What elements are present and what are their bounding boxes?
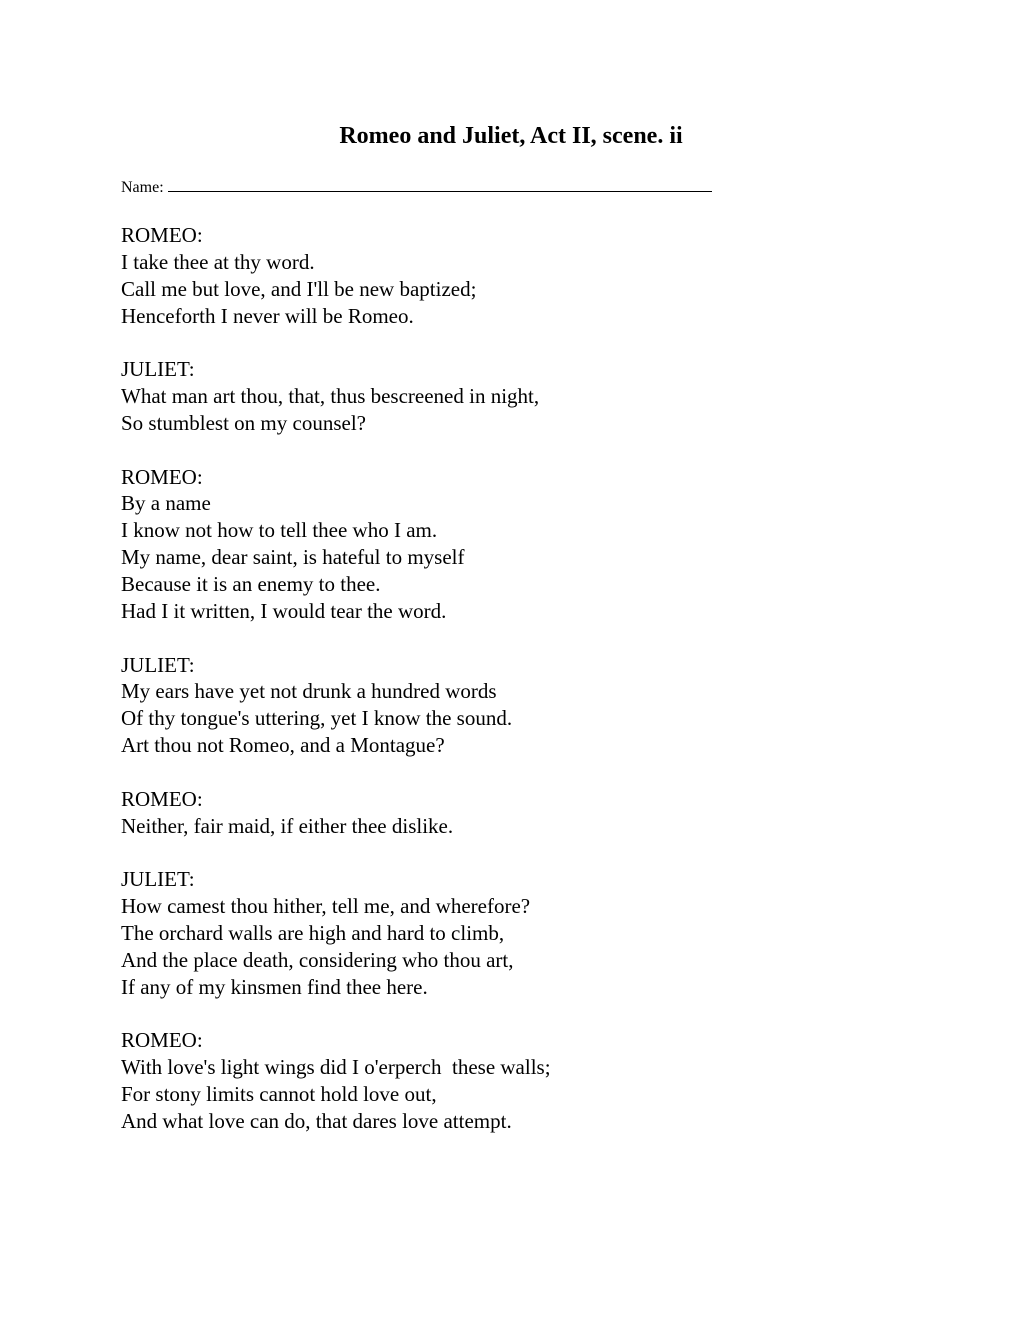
name-field (121, 176, 712, 198)
speaker-name: ROMEO: (121, 464, 203, 489)
name-blank-line (168, 176, 712, 192)
dialogue-line: Henceforth I never will be Romeo. (121, 303, 414, 328)
dialogue-line: For stony limits cannot hold love out, (121, 1082, 437, 1106)
speaker-name: ROMEO: (121, 786, 203, 811)
dialogue-line: And what love can do, that dares love attempt. (121, 1108, 512, 1133)
dialogue-line: My ears have yet not drunk a hundred words (121, 679, 497, 704)
dialogue-line: My name, dear saint, is hateful to myself (121, 545, 465, 570)
speech-block (121, 356, 941, 437)
name-label: Name: (121, 179, 164, 196)
page-title: Romeo and Juliet, Act II, scene. ii (339, 123, 683, 149)
speaker-name: JULIET: (121, 867, 195, 892)
dialogue-line: Neither, fair maid, if either thee dislike. (121, 813, 454, 838)
speaker-name: JULIET: (121, 652, 195, 677)
dialogue-line: By a name (121, 491, 211, 516)
dialogue-line: Call me but love, and I'll be new baptized; (121, 276, 477, 301)
dialogue-line: So stumblest on my counsel? (121, 410, 366, 435)
speech-block (121, 1027, 941, 1134)
dialogue-line: What man art thou, that, thus bescreened in night, (121, 384, 540, 409)
dialogue-line: If any of my kinsmen find thee here. (121, 974, 428, 999)
speaker-name: ROMEO: (121, 1028, 203, 1053)
dialogue-line: Because it is an enemy to thee. (121, 571, 381, 596)
speaker-name: JULIET: (121, 357, 195, 382)
dialogue-line: With love's light wings did I o'erperch these walls; (121, 1055, 551, 1080)
speech-block (121, 786, 941, 840)
dialogue-line: Of thy tongue's uttering, yet I know the sound. (121, 706, 513, 731)
dialogue-line: I know not how to tell thee who I am. (121, 518, 438, 543)
dialogue-line: Had I it written, I would tear the word. (121, 598, 447, 623)
dialogue-line: And the place death, considering who thou art, (121, 947, 514, 972)
dialogue-line: Art thou not Romeo, and a Montague? (121, 733, 445, 758)
speech-block (121, 652, 941, 759)
dialogue (121, 222, 941, 1162)
speech-block (121, 464, 941, 625)
dialogue-line: How camest thou hither, tell me, and wherefore? (121, 894, 531, 919)
dialogue-line: The orchard walls are high and hard to climb, (121, 920, 505, 945)
speaker-name: ROMEO: (121, 223, 203, 247)
speech-block (121, 222, 941, 329)
speech-block (121, 866, 941, 1000)
dialogue-line: I take thee at thy word. (121, 249, 315, 274)
